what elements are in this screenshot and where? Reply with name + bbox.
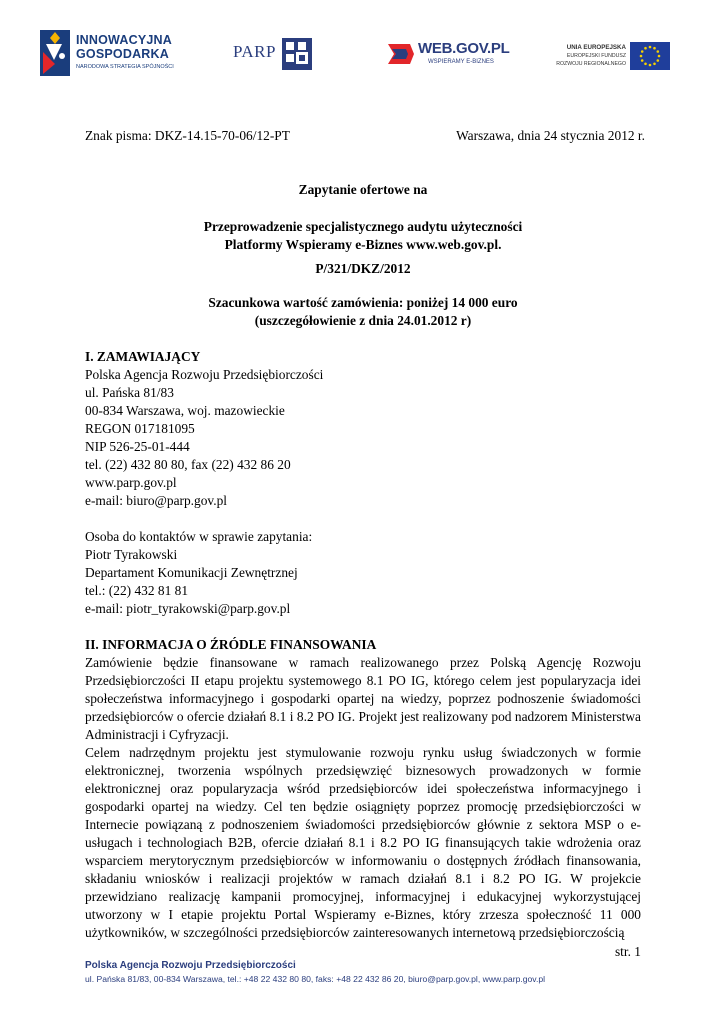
authority-line: 00-834 Warszawa, woj. mazowieckie (85, 403, 285, 418)
authority-line: www.parp.gov.pl (85, 475, 177, 490)
webgov-line1: WEB.GOV.PL (418, 40, 510, 57)
subject-line-2: Platformy Wspieramy e-Biznes www.web.gov.pl. (224, 237, 502, 252)
authority-line: ul. Pańska 81/83 (85, 385, 174, 400)
estimated-value: Szacunkowa wartość zamówienia: poniżej 14 000 euro (208, 295, 518, 310)
contact-line: Departament Komunikacji Zewnętrznej (85, 565, 298, 580)
document-title: Zapytanie ofertowe na (298, 182, 428, 197)
reference-number: Znak pisma: DKZ-14.15-70-06/12-PT (85, 128, 290, 143)
section-1-heading: I. ZAMAWIAJĄCY (85, 349, 201, 364)
contact-line: tel.: (22) 432 81 81 (85, 583, 189, 598)
case-number: P/321/DKZ/2012 (315, 261, 411, 276)
document-date: Warszawa, dnia 24 stycznia 2012 r. (456, 128, 645, 143)
webgov-arrow-icon (386, 40, 416, 68)
parp-logo-text: PARP (233, 42, 276, 61)
eu-logo (558, 42, 670, 72)
authority-line: REGON 017181095 (85, 421, 195, 436)
authority-line: tel. (22) 432 80 80, fax (22) 432 86 20 (85, 457, 291, 472)
parp-grid-icon (282, 38, 312, 70)
ig-line1: INNOWACYJNA (76, 33, 172, 47)
contact-line: e-mail: piotr_tyrakowski@parp.gov.pl (85, 601, 291, 616)
ig-badge-icon (40, 30, 70, 76)
reference-row (85, 127, 645, 145)
eu-line1: UNIA EUROPEJSKA (566, 44, 626, 51)
innowacyjna-gospodarka-logo (40, 30, 190, 78)
contact-line: Piotr Tyrakowski (85, 547, 178, 562)
eu-line2: EUROPEJSKI FUNDUSZ (566, 53, 626, 59)
financing-paragraph-1: Zamówienie będzie finansowane w ramach realizowanego przez Polską Agencję Rozwoju Przedsiębiorczości II etapu projektu systemowego 8.1 PO IG, którego celem jest popularyzacja idei społeczeństwa informacyjnego i gospodarki opartej na wiedzy, poprzez podnoszenie świadomości przedsiębiorców o ofercie działań 8.1 i 8.2 PO IG. Projekt jest realizowany pod nadzorem Ministerstwa Administracji i Cyfryzacji. (85, 655, 641, 742)
authority-line: NIP 526-25-01-444 (85, 439, 190, 454)
footer (85, 960, 545, 984)
eu-flag-icon (630, 42, 670, 70)
subject-line-1: Przeprowadzenie specjalistycznego audytu użyteczności (203, 219, 523, 234)
ig-line2: GOSPODARKA (76, 47, 169, 61)
contact-line: Osoba do kontaktów w sprawie zapytania: (85, 529, 313, 544)
eu-line3: ROZWOJU REGIONALNEGO (556, 61, 626, 67)
footer-address: ul. Pańska 81/83, 00-834 Warszawa, tel.: +48 22 432 80 80, faks: +48 22 432 86 20, biuro@parp.gov.pl, www.parp.gov.pl (85, 974, 546, 984)
header-logos (0, 0, 725, 95)
contact-person (85, 528, 641, 618)
contracting-authority (85, 366, 641, 510)
financing-paragraph-2: Celem nadrzędnym projektu jest stymulowanie rozwoju rynku usług świadczonych w formie elektronicznej, tworzenia wspólnych przedsięwzięć biznesowych prowadzonych w formie elektronicznej oraz popularyzacja wśród przedsiębiorców idei społeczeństwa informacyjnego i gospodarki opartej na wiedzy. Cel ten będzie osiągnięty poprzez promocję przedsiębiorczości w Internecie powiązaną z podnoszeniem świadomości przedsiębiorców głównie z sektora MSP o e-usługach i technologiach B2B, ofercie działań 8.1 i 8.2 PO IG finansujących takie wdrożenia oraz wsparciem merytorycznym przedsiębiorców w informowaniu o dostępnych źródłach finansowania, składaniu wniosków i realizacji projektów w ramach działań 8.1 i 8.2 PO IG. W projekcie przewidziano realizację kampanii promocyjnej, informacyjnej i edukacyjnej wykorzystującej utworzony w I etapie projektu Portal Wspieramy e-Biznes, który zrzesza społeczność 11 000 użytkowników, w szczególności przedsiębiorców zainteresowanych internetową przedsiębiorczością (85, 745, 641, 940)
estimated-value-note: (uszczegółowienie z dnia 24.01.2012 r) (254, 313, 472, 328)
page-number: str. 1 (614, 944, 641, 959)
footer-org-name: Polska Agencja Rozwoju Przedsiębiorczości (85, 960, 296, 971)
ig-line3: NARODOWA STRATEGIA SPÓJNOŚCI (76, 64, 174, 70)
webgov-logo (386, 38, 510, 74)
webgov-line2: WSPIERAMY E-BIZNES (428, 59, 494, 65)
document-body (85, 127, 645, 942)
section-2-heading: II. INFORMACJA O ŹRÓDLE FINANSOWANIA (85, 637, 377, 652)
authority-line: e-mail: biuro@parp.gov.pl (85, 493, 227, 508)
parp-logo (233, 38, 313, 70)
authority-line: Polska Agencja Rozwoju Przedsiębiorczości (85, 367, 324, 382)
